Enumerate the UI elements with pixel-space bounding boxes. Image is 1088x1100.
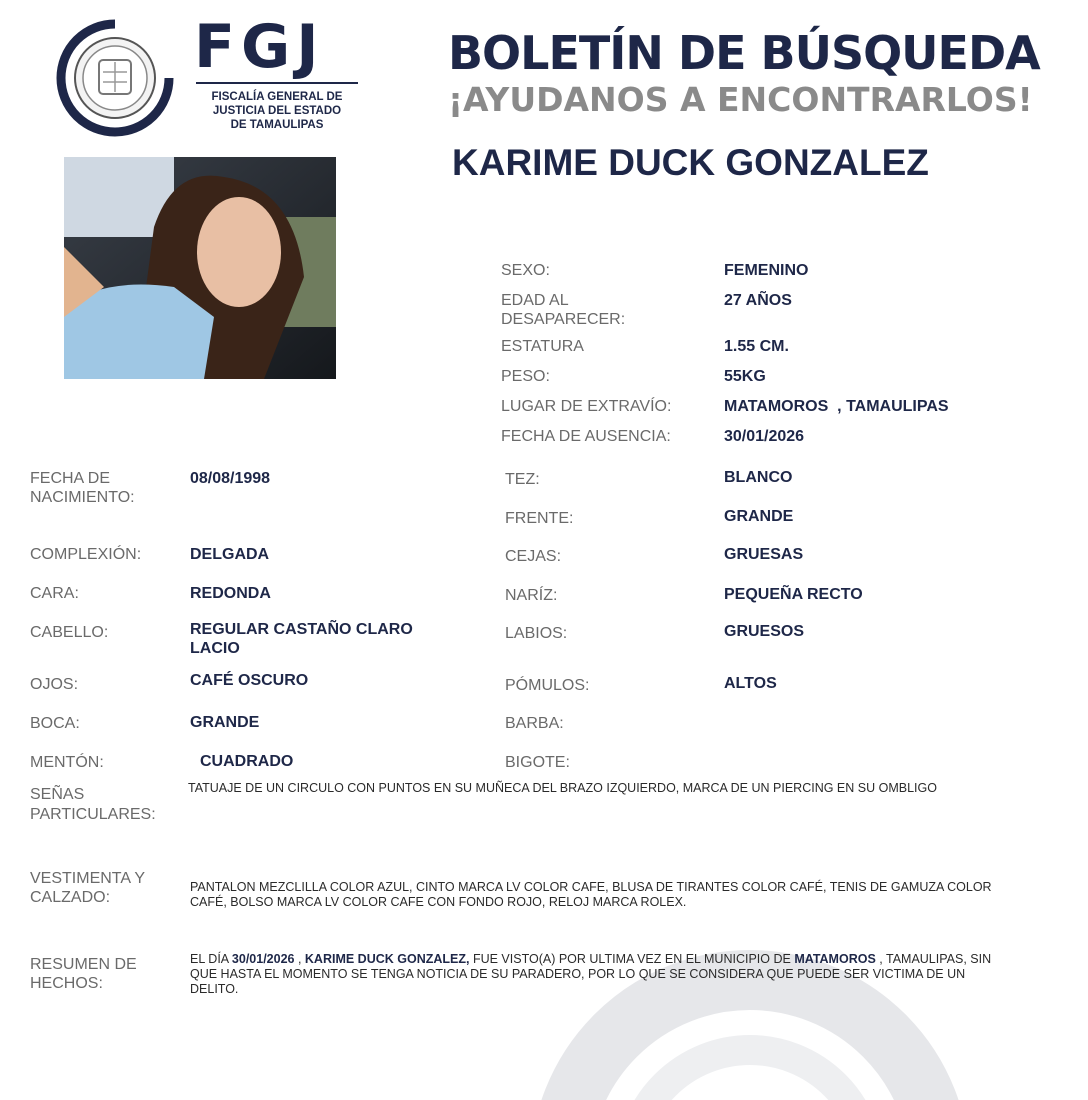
field-value-edad: 27 AÑOS	[724, 292, 792, 309]
field-label-nariz: NARÍZ:	[505, 587, 558, 604]
bulletin-title: BOLETÍN DE BÚSQUEDA	[448, 26, 1040, 80]
field-label-frente: FRENTE:	[505, 510, 574, 527]
field-value-menton: CUADRADO	[200, 753, 294, 770]
field-value-complexion: DELGADA	[190, 546, 270, 563]
resumen-text-2: ,	[294, 952, 305, 966]
logo-line-2: JUSTICIA DEL ESTADO	[212, 105, 342, 117]
tamaulipas-seal-icon	[55, 18, 175, 138]
logo-line-3: DE TAMAULIPAS	[230, 119, 324, 131]
field-value-frente: GRANDE	[724, 508, 794, 525]
field-value-fecha-nacimiento: 08/08/1998	[190, 470, 271, 487]
logo-line-1: FISCALÍA GENERAL DE	[211, 91, 343, 103]
field-value-cabello: REGULAR CASTAÑO CLARO LACIO	[190, 621, 413, 657]
field-value-cara: REDONDA	[190, 585, 271, 602]
fgj-acronym: FGJ	[194, 12, 325, 82]
field-label-cabello: CABELLO:	[30, 624, 109, 641]
field-value-senas: TATUAJE DE UN CIRCULO CON PUNTOS EN SU MUÑECA DEL BRAZO IZQUIERDO, MARCA DE UN PIERCING EN SU OMBLIGO	[188, 781, 937, 795]
field-label-boca: BOCA:	[30, 715, 80, 732]
field-label-lugar: LUGAR DE EXTRAVÍO:	[501, 398, 672, 415]
logo-divider	[196, 82, 358, 84]
field-label-sexo: SEXO:	[501, 262, 550, 279]
resumen-date: 30/01/2026	[231, 952, 295, 966]
field-value-ojos: CAFÉ OSCURO	[190, 672, 309, 689]
field-label-estatura: ESTATURA	[501, 338, 584, 355]
field-label-resumen: RESUMEN DE HECHOS:	[30, 956, 137, 992]
field-label-cara: CARA:	[30, 585, 79, 602]
field-value-resumen	[190, 952, 1010, 997]
field-value-tez: BLANCO	[724, 469, 793, 486]
resumen-text-1: EL DÍA	[190, 952, 232, 966]
field-value-sexo: FEMENINO	[724, 262, 809, 279]
field-label-labios: LABIOS:	[505, 625, 568, 642]
field-label-pomulos: PÓMULOS:	[505, 677, 590, 694]
field-value-cejas: GRUESAS	[724, 546, 804, 563]
field-value-vestimenta: PANTALON MEZCLILLA COLOR AZUL, CINTO MARCA LV COLOR CAFE, BLUSA DE TIRANTES COLOR CAFÉ, TENIS DE GAMUZA COLOR CAFÉ, BOLSO MARCA LV COLOR CAFE CON FONDO ROJO, RELOJ MARCA ROLEX.	[190, 880, 992, 909]
field-label-fecha-ausencia: FECHA DE AUSENCIA:	[501, 428, 671, 445]
field-label-bigote: BIGOTE:	[505, 754, 570, 771]
field-label-tez: TEZ:	[505, 471, 540, 488]
field-label-complexion: COMPLEXIÓN:	[30, 546, 142, 563]
field-value-peso: 55KG	[724, 368, 766, 385]
field-value-fecha-ausencia: 30/01/2026	[724, 428, 805, 445]
person-photo	[64, 157, 336, 379]
field-value-estatura: 1.55 CM.	[724, 338, 789, 355]
field-label-ojos: OJOS:	[30, 676, 79, 693]
field-label-vestimenta: VESTIMENTA Y CALZADO:	[30, 870, 145, 906]
field-label-senas: SEÑAS PARTICULARES:	[30, 786, 156, 823]
resumen-text-4: , TAMAULIPAS, SIN QUE HASTA EL MOMENTO SE TENGA NOTICIA DE SU PARADERO, POR LO QUE SE CONSIDERA QUE PUEDE SER VICTIMA DE UN DELITO.	[190, 952, 992, 996]
field-value-pomulos: ALTOS	[724, 675, 777, 692]
logo-subtitle	[192, 90, 362, 132]
field-value-lugar: MATAMOROS , TAMAULIPAS	[724, 398, 949, 415]
person-name: KARIME DUCK GONZALEZ	[452, 142, 929, 183]
field-label-barba: BARBA:	[505, 715, 564, 732]
field-label-peso: PESO:	[501, 368, 550, 385]
field-label-fecha-nacimiento: FECHA DE NACIMIENTO:	[30, 470, 135, 506]
field-value-labios: GRUESOS	[724, 623, 805, 640]
field-label-edad: EDAD AL DESAPARECER:	[501, 292, 626, 328]
bulletin-subtitle: ¡AYUDANOS A ENCONTRARLOS!	[448, 80, 1033, 119]
resumen-name: KARIME DUCK GONZALEZ,	[304, 952, 470, 966]
resumen-text-3: FUE VISTO(A) POR ULTIMA VEZ EN EL MUNICIPIO DE	[469, 952, 795, 966]
field-value-boca: GRANDE	[190, 714, 260, 731]
field-label-menton: MENTÓN:	[30, 754, 104, 771]
field-label-cejas: CEJAS:	[505, 548, 562, 565]
resumen-place: MATAMOROS	[794, 952, 876, 966]
field-value-nariz: PEQUEÑA RECTO	[724, 586, 863, 603]
